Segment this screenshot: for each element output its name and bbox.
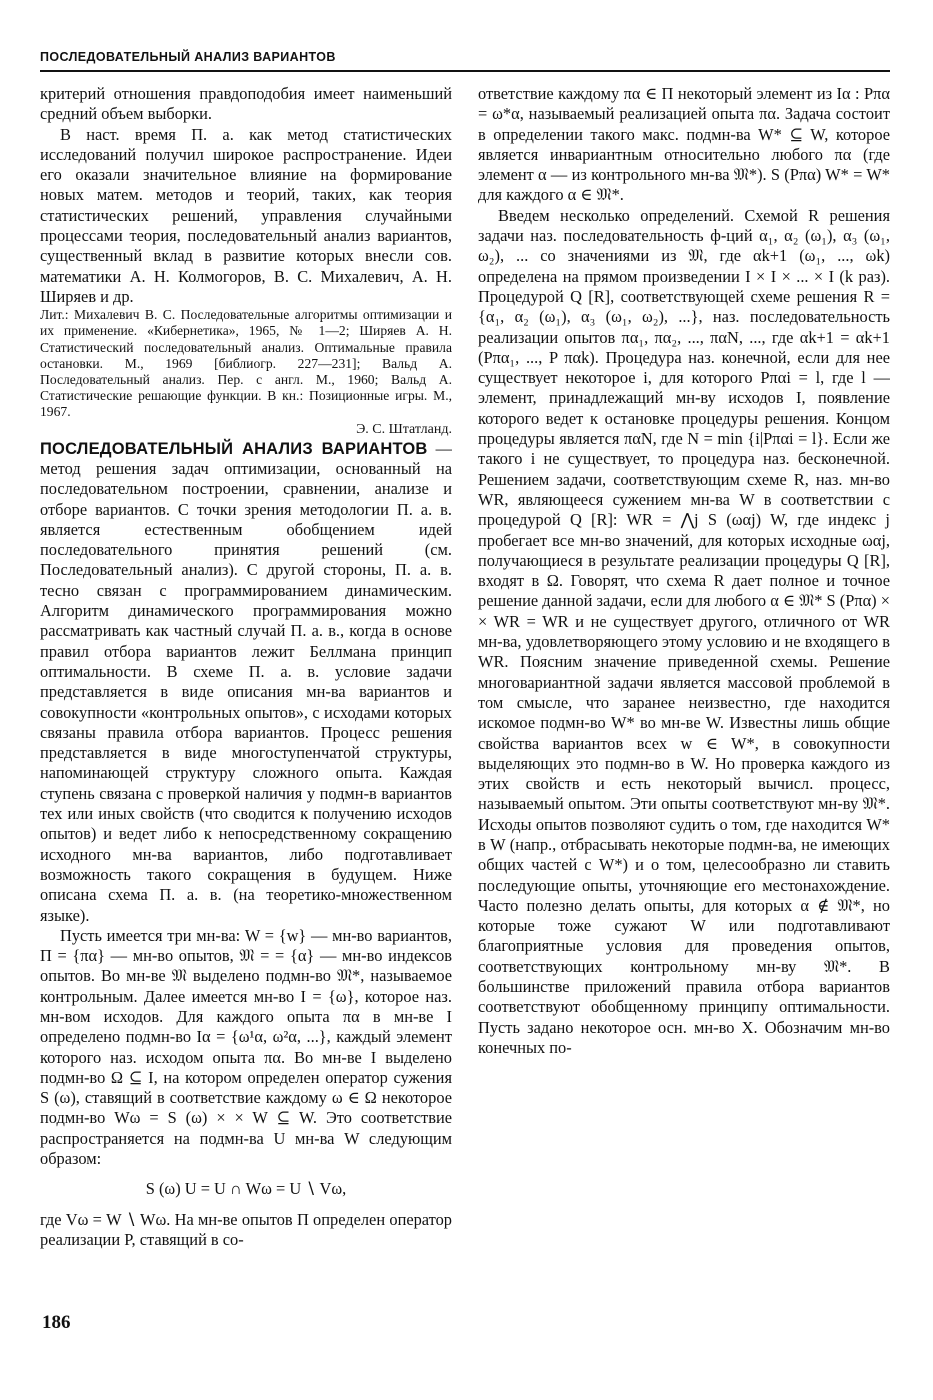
author-signature: Э. С. Штатланд. (356, 421, 452, 437)
header-rule (40, 70, 890, 72)
article-headword: ПОСЛЕДОВАТЕЛЬНЫЙ АНАЛИЗ ВАРИАНТОВ (40, 439, 428, 458)
paragraph: В наст. время П. а. как метод статистических исследований получил широкое распространение. Идеи его оказали значительное влияние на формирование новых матем. методов и теорий, таких, как теория статистических решений, управления случайными процессами теория, последовательный анализ вариантов, существенный вклад в развитие которых внесли сов. математики А. Н. Колмогоров, В. С. Михалевич, А. Н. Ширяев и др. (40, 124, 452, 306)
paragraph: ответствие каждому πα ∈ Π некоторый элемент из Iα : Pπα = ω*α, называемый реализацией опыта πα. Задача состоит в определении такого макс. подмн-ва W* ⊆ W, которое является инвариантным относительно любого πα (где элемент α — из контрольного мн-ва 𝔐*). S (Pπα) W* = W* для каждого α ∈ 𝔐*. (478, 84, 890, 205)
left-column (40, 84, 452, 1314)
paragraph: Пусть имеется три мн-ва: W = {w} — мн-во вариантов, Π = {πα} — мн-во опытов, 𝔐 = = {α} — мн-во индексов опытов. Во мн-ве 𝔐 выделено подмн-во 𝔐*, называемое контрольным. Далее имеется мн-во I = {ω}, которое наз. мн-вом исходов. Для каждого опыта πα в мн-ве I определено подмн-во Iα = {ω¹α, ω²α, ...}, каждый элемент которого наз. исходом опыта πα. Во мн-ве I выделено подмн-во Ω ⊆ I, на котором определен оператор сужения S (ω), ставящий в соответствие каждому ω ∈ Ω некоторое подмн-во Wω = S (ω) × × W ⊆ W. Это соответствие распространяется на подмн-ва U мн-ва W следующим образом: (40, 925, 452, 1169)
paragraph: критерий отношения правдоподобия имеет наименьший средний объем выборки. (40, 84, 452, 124)
paragraph: Введем несколько определений. Схемой R решения задачи наз. последовательность ф-ций α₁, α₂ (ω₁), α₃ (ω₁, ω₂), ... со значениями из 𝔐, где αk+1 (ω₁, ..., ωk) определена на прямом произведении I × I × ... × I (k раз). Процедурой Q [R], соответствующей схеме решения R = {α₁, α₂ (ω₁), α₃ (ω₁, ω₂), ...}, наз. последовательность реализации опытов πα₁, πα₂, ..., παN, ..., где αk+1 = αk+1 (Pπα₁, ..., P παk). Процедура наз. конечной, если для нее существует некоторое i, для которого Pπαi = l, где l — элемент, принадлежащий мн-ву исходов I, появление которого ведет к остановке процедуры решения. Концом процедуры является παN, где N = min {i|Pπαi = l}. Если же такого i не существует, то процедура наз. бесконечной. Решением задачи, соответствующим схеме R, наз. мн-во WR, являющееся сужением мн-ва W в соответствии с процедурой Q [R]: WR = ⋀j S (ωαj) W, где индекс j пробегает все мн-во значений, для которых исходные ωαj, получающиеся в результате реализации процедуры Q [R], входят в Ω. Говорят, что схема R дает полное и точное решение данной задачи, если для любого α ∈ 𝔐* S (Pπα) × × WR = WR и не существует другого, отличного от WR мн-ва, удовлетворяющего этому условию и не входящего в WR. Поясним значение приведенной схемы. Решение многовариантной задачи является массовой проблемой в том смысле, что заранее неизвестно, где находится искомое подмн-во W* во мн-ве W. Известны лишь общие свойства вариантов всех w ∈ W*, в совокупности выделяющих это подмн-во в W. Но проверка каждого из этих свойств и есть некоторый вычисл. процесс, называемый опытом. Эти опыты соответствуют мн-ву 𝔐*. Исходы опытов позволяют судить о том, где находится W* в W (напр., отбрасывать некоторые подмн-ва, не имеющих общих частей с W*) и о том, целесообразно ли ставить последующие опыты, уточняющие его местонахождение. Часто полезно делать опыты, для которых α ∉ 𝔐*, но которые тоже сужают W или подготавливают благоприятные условия для проведения опытов, соответствующих контрольному мн-ву 𝔐*. В большинстве приложений правила отбора вариантов соответствуют обобщенному принципу оптимальности. Пусть задано некоторое осн. мн-во X. Обозначим мн-во конечных по- (478, 205, 890, 1057)
literature-references: Лит.: Михалевич В. С. Последовательные алгоритмы оптимизации и их применение. «Кибернетика», 1965, № 1—2; Ширяев А. Н. Статистический последовательный анализ. Оптимальные правила остановки. М., 1969 [библиогр. 227—231]; Вальд А. Последовательный анализ. Пер. с англ. М., 1960; Вальд А. Статистические решающие функции. В кн.: Позиционные игры. М., 1967. (40, 307, 452, 420)
article-body: — метод решения задач оптимизации, основанный на последовательном построении, сравнении, анализе и отборе вариантов. С точки зрения методологии П. а. в. является естественным обобщением идей последовательного принятия решений (см. Последовательный анализ). С другой стороны, П. а. в. тесно связан с программированием динамическим. Алгоритм динамического программирования можно рассматривать как частный случай П. а. в., когда в основе правил отбора вариантов лежит Беллмана принцип оптимальности. В схеме П. а. в. условие задачи представляется в виде описания мн-ва вариантов и совокупности «контрольных опытов», с исходами которых связаны правила отбора вариантов. Процесс решения представляется в виде многоступенчатой структуры, напоминающей структуру сложного опыта. Каждая ступень связана с проверкой наличия у подмн-в вариантов тех или иных свойств (что сводится к получению исходов опытов) и ведет либо к непосредственному сокращению исходного мн-ва вариантов, либо подготавливает возможность такого сокращения в будущем. Ниже описана схема П. а. в. (на теоретико-множественном языке). (40, 438, 452, 925)
page-number: 186 (42, 1312, 71, 1333)
article-start (40, 439, 452, 926)
formula: S (ω) U = U ∩ Wω = U ∖ Vω, (145, 1179, 347, 1199)
paragraph: где Vω = W ∖ Wω. На мн-ве опытов Π определен оператор реализации P, ставящий в со- (40, 1209, 452, 1249)
running-header: ПОСЛЕДОВАТЕЛЬНЫЙ АНАЛИЗ ВАРИАНТОВ (40, 50, 336, 64)
right-column (478, 84, 890, 1314)
